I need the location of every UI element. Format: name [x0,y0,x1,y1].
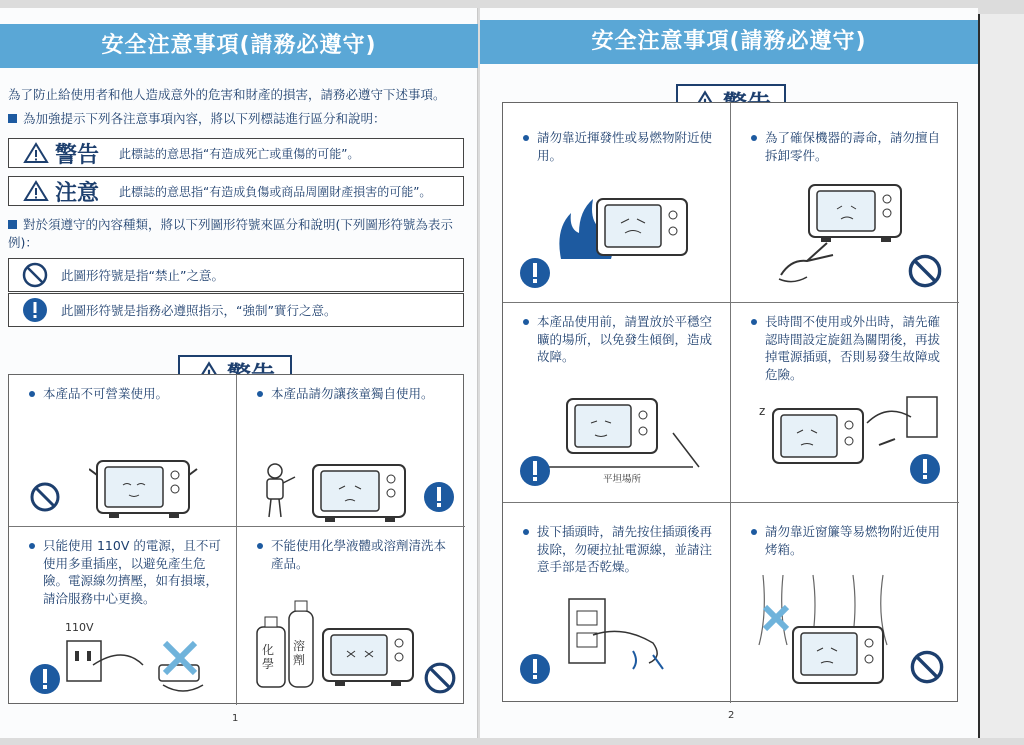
warning-cell [731,103,959,303]
mandatory-icon [519,455,551,487]
right-page [480,8,978,738]
warning-triangle-icon [23,180,49,202]
bullet-text: 對於須遵守的內容種類，將以下列圖形符號來區分和說明(下列圖形符號為表示例)： [8,217,453,250]
cell-text: 為了確保機器的壽命，請勿擅自拆卸零件。 [765,130,941,163]
warning-cell [731,303,959,503]
outlet-hand-icon [563,595,693,675]
warning-triangle-icon [23,142,49,164]
warning-cell [9,527,237,705]
symbol-row-prohibit [8,258,464,292]
page-number: 1 [232,713,239,724]
symbol-row-mandatory [8,293,464,327]
outlet-plug-icon [63,635,213,699]
warning-cell [503,303,731,503]
page-title: 安全注意事項(請務必遵守) [480,20,978,64]
warning-cell [9,375,237,527]
symbol-text: 此圖形符號是指務必遵照指示，“強制”實行之意。 [61,303,337,318]
mandatory-icon [519,653,551,685]
cell-text: 本產品使用前，請置放於平穩空曠的場所，以免發生傾倒，造成故障。 [537,314,713,364]
cell-text: 本產品請勿讓孩童獨自使用。 [271,386,434,401]
mandatory-icon [9,297,61,323]
bottle-label: 溶劑 [293,639,306,667]
mandatory-icon [29,663,61,695]
cell-text: 拔下插頭時，請先按住插頭後再拔除，勿硬拉扯電源線，並請注意手部是否乾燥。 [537,524,713,574]
prohibit-icon [907,253,943,289]
intro-text: 為了防止給使用者和他人造成意外的危害和財產的損害，請務必遵守下述事項。 [8,87,446,102]
pliers-hand-icon [777,235,847,287]
toaster-oven-icon [319,623,419,689]
mandatory-icon [909,453,941,485]
warning-grid [8,374,464,704]
warning-cell [503,103,731,303]
bullet-line-1 [8,110,474,128]
cell-text: 請勿靠近揮發性或易燃物附近使用。 [537,130,713,163]
mandatory-icon [519,257,551,289]
cell-text: 長時間不使用或外出時，請先確認時間設定旋鈕為關閉後，再拔掉電源插頭，否則易發生故障或危險。 [765,314,941,382]
warning-grid [502,102,958,702]
definition-text: 此標誌的意思指“有造成死亡或重傷的可能”。 [119,146,360,161]
definition-tag: 注意 [55,180,100,206]
toaster-oven-icon [305,459,415,523]
prohibit-icon [909,649,945,685]
definition-text: 此標誌的意思指“有造成負傷或商品周圍財產損害的可能”。 [119,184,432,199]
mandatory-icon [423,481,455,513]
bottle-label: 化學 [262,643,275,671]
fire-oven-icon [553,189,693,265]
child-icon [257,461,297,521]
square-bullet-icon [8,114,17,123]
warning-cell [237,375,465,527]
warning-cell [731,503,959,703]
bullet-text: 為加強提示下列各注意事項內容，將以下列標誌進行區分和說明： [23,111,386,126]
cell-text: 不能使用化學液體或溶劑清洗本產品。 [271,538,447,571]
warning-cell [503,503,731,703]
cell-text: 只能使用 110V 的電源，且不可使用多重插座，以避免產生危險。電源線勿擠壓，如有損壞，請洽服務中心更換。 [43,538,221,606]
level-surface-oven-icon [543,393,703,473]
voltage-label: 110V [65,621,94,634]
definition-tag: 警告 [55,142,100,168]
definition-row-caution [8,176,464,206]
toaster-oven-icon [89,455,199,519]
cell-text: 本產品不可營業使用。 [43,386,169,401]
warning-cell [237,527,465,705]
svg-text:z: z [759,404,766,418]
page-number: 2 [728,710,735,721]
left-page [0,8,478,738]
page-title: 安全注意事項(請務必遵守) [0,24,478,68]
prohibit-icon [9,262,61,288]
prohibit-icon [29,481,61,513]
cell-text: 請勿靠近窗簾等易燃物附近使用烤箱。 [765,524,941,557]
square-bullet-icon [8,220,17,229]
book-edge [978,14,1024,738]
surface-label: 平坦場所 [603,474,642,485]
bullet-line-2 [8,216,474,252]
curtain-oven-icon [753,571,903,695]
definition-row-warning [8,138,464,168]
prohibit-icon [423,661,457,695]
symbol-text: 此圖形符號是指“禁止”之意。 [61,268,224,283]
